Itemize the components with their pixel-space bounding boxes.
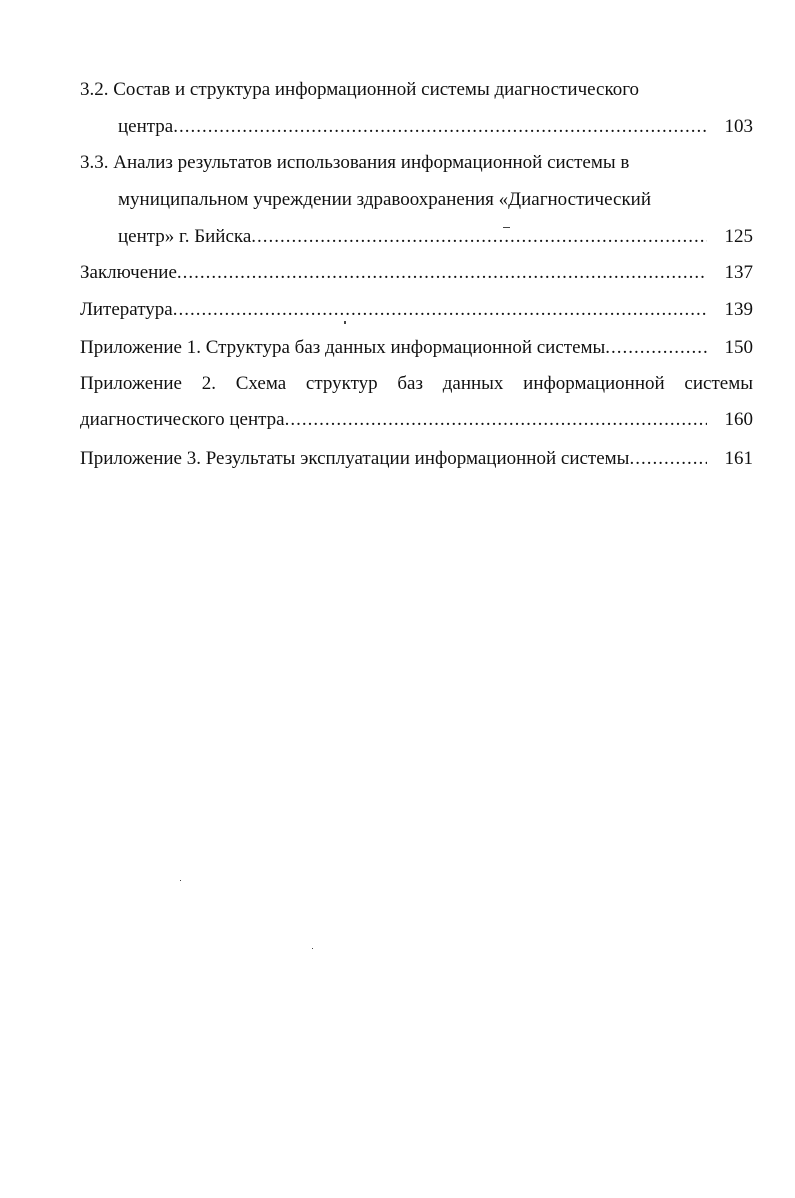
dot-leader: [605, 333, 707, 363]
toc-entry-literature: [80, 295, 753, 325]
toc-text: центр» г. Бийска: [118, 226, 252, 247]
page-number: 160: [724, 409, 753, 430]
toc-entry-3-2-title: [80, 75, 753, 105]
page-number: 125: [724, 226, 753, 247]
toc-text: центра: [118, 116, 174, 137]
toc-text: Литература: [80, 299, 173, 320]
toc-entry-appendix-2-title: [80, 369, 753, 399]
toc-text: 3.2. Состав и структура информационной системы диагностического: [80, 79, 640, 100]
page-number: 103: [724, 116, 753, 137]
toc-entry-3-3-continued: [118, 185, 753, 215]
dot-leader: [173, 112, 707, 142]
dot-leader: [173, 295, 707, 325]
toc-text: диагностического центра: [80, 409, 285, 430]
toc-text: Заключение: [80, 262, 177, 283]
toc-entry-appendix-1: [80, 333, 753, 363]
scan-speck: [344, 321, 346, 324]
scan-speck: [503, 227, 510, 228]
dot-leader: [285, 405, 707, 435]
toc-entry-3-3-title: [80, 148, 753, 178]
toc-entry-appendix-2: [80, 405, 753, 435]
dot-leader: [629, 444, 707, 474]
page-number: 137: [724, 262, 753, 283]
toc-text: муниципальном учреждении здравоохранения «Диагностический: [118, 189, 652, 210]
toc-text: Приложение 3. Результаты эксплуатации информационной системы: [80, 448, 630, 469]
toc-text: Приложение 2. Схема структур баз данных информационной системы: [80, 373, 753, 394]
page-number: 161: [724, 448, 753, 469]
toc-text: 3.3. Анализ результатов использования информационной системы в: [80, 152, 630, 173]
toc-entry-conclusion: [80, 258, 753, 288]
toc-entry-appendix-3: [80, 444, 753, 474]
page-number: 150: [724, 337, 753, 358]
scan-speck: [180, 880, 181, 881]
toc-entry-3-3: [118, 222, 753, 252]
page-number: 139: [724, 299, 753, 320]
scan-speck: [312, 948, 313, 949]
dot-leader: [251, 222, 707, 252]
toc-text: Приложение 1. Структура баз данных информационной системы: [80, 337, 606, 358]
dot-leader: [177, 258, 707, 288]
toc-entry-3-2: [118, 112, 753, 142]
